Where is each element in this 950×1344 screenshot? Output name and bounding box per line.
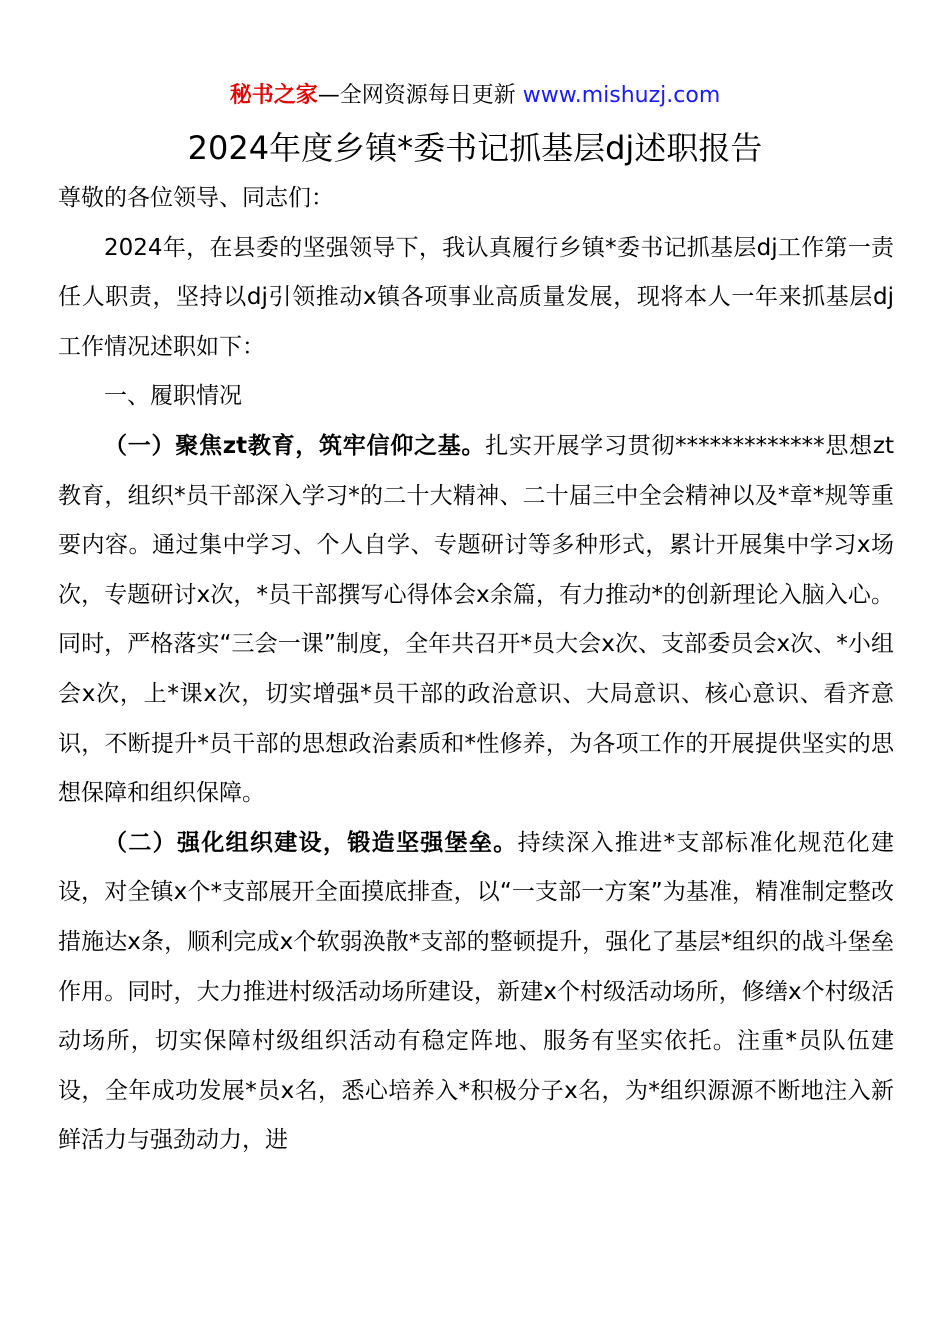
item2-body: 持续深入推进*支部标准化规范化建设，对全镇x个*支部展开全面摸底排查，以“一支部一方案”为基准，精准制定整改措施达x条，顺利完成x个软弱涣散*支部的整顿提升，强化了基层*组织的战斗堡垒作用。同时，大力推进村级活动场所建设，新建x个村级活动场所，修缮x个村级活动场所，切实保障村级组织活动有稳定阵地、服务有坚实依托。注重*员队伍建设，全年成功发展*员x名，悉心培养入*积极分子x名，为*组织源源不断地注入新鲜活力与强劲动力，进	[58, 829, 894, 1154]
site-url-link[interactable]: www.mishuzj.com	[522, 83, 721, 108]
site-header	[0, 80, 950, 112]
item1-title: （一）聚焦zt教育，筑牢信仰之基。	[104, 432, 486, 459]
intro-paragraph: 2024年，在县委的坚强领导下，我认真履行乡镇*委书记抓基层dj工作第一责任人职责，坚持以dj引领推动x镇各项事业高质量发展，现将本人一年来抓基层dj工作情况述职如下：	[58, 234, 894, 360]
header-tagline: 全网资源每日更新	[339, 83, 516, 108]
item1-body: 扎实开展学习贯彻*************思想zt教育，组织*员干部深入学习*的二十大精神、二十届三中全会精神以及*章*规等重要内容。通过集中学习、个人自学、专题研讨等多种形式，累计开展集中学习x场次，专题研讨x次，*员干部撰写心得体会x余篇，有力推动*的创新理论入脑入心。同时，严格落实“三会一课”制度，全年共召开*员大会x次、支部委员会x次、*小组会x次，上*课x次，切实增强*员干部的政治意识、大局意识、核心意识、看齐意识，不断提升*员干部的思想政治素质和*性修养，为各项工作的开展提供坚实的思想保障和组织保障。	[58, 432, 894, 807]
document-body	[58, 174, 894, 1166]
salutation: 尊敬的各位领导、同志们：	[58, 185, 334, 211]
document-title: 2024年度乡镇*委书记抓基层dj述职报告	[187, 129, 763, 167]
header-separator: —	[317, 83, 340, 108]
section-heading: 一、履职情况	[104, 383, 242, 410]
item2-title: （二）强化组织建设，锻造坚强堡垒。	[104, 829, 518, 856]
item1-paragraph	[58, 422, 894, 819]
item2-paragraph	[58, 819, 894, 1166]
brand-name: 秘书之家	[229, 83, 318, 108]
